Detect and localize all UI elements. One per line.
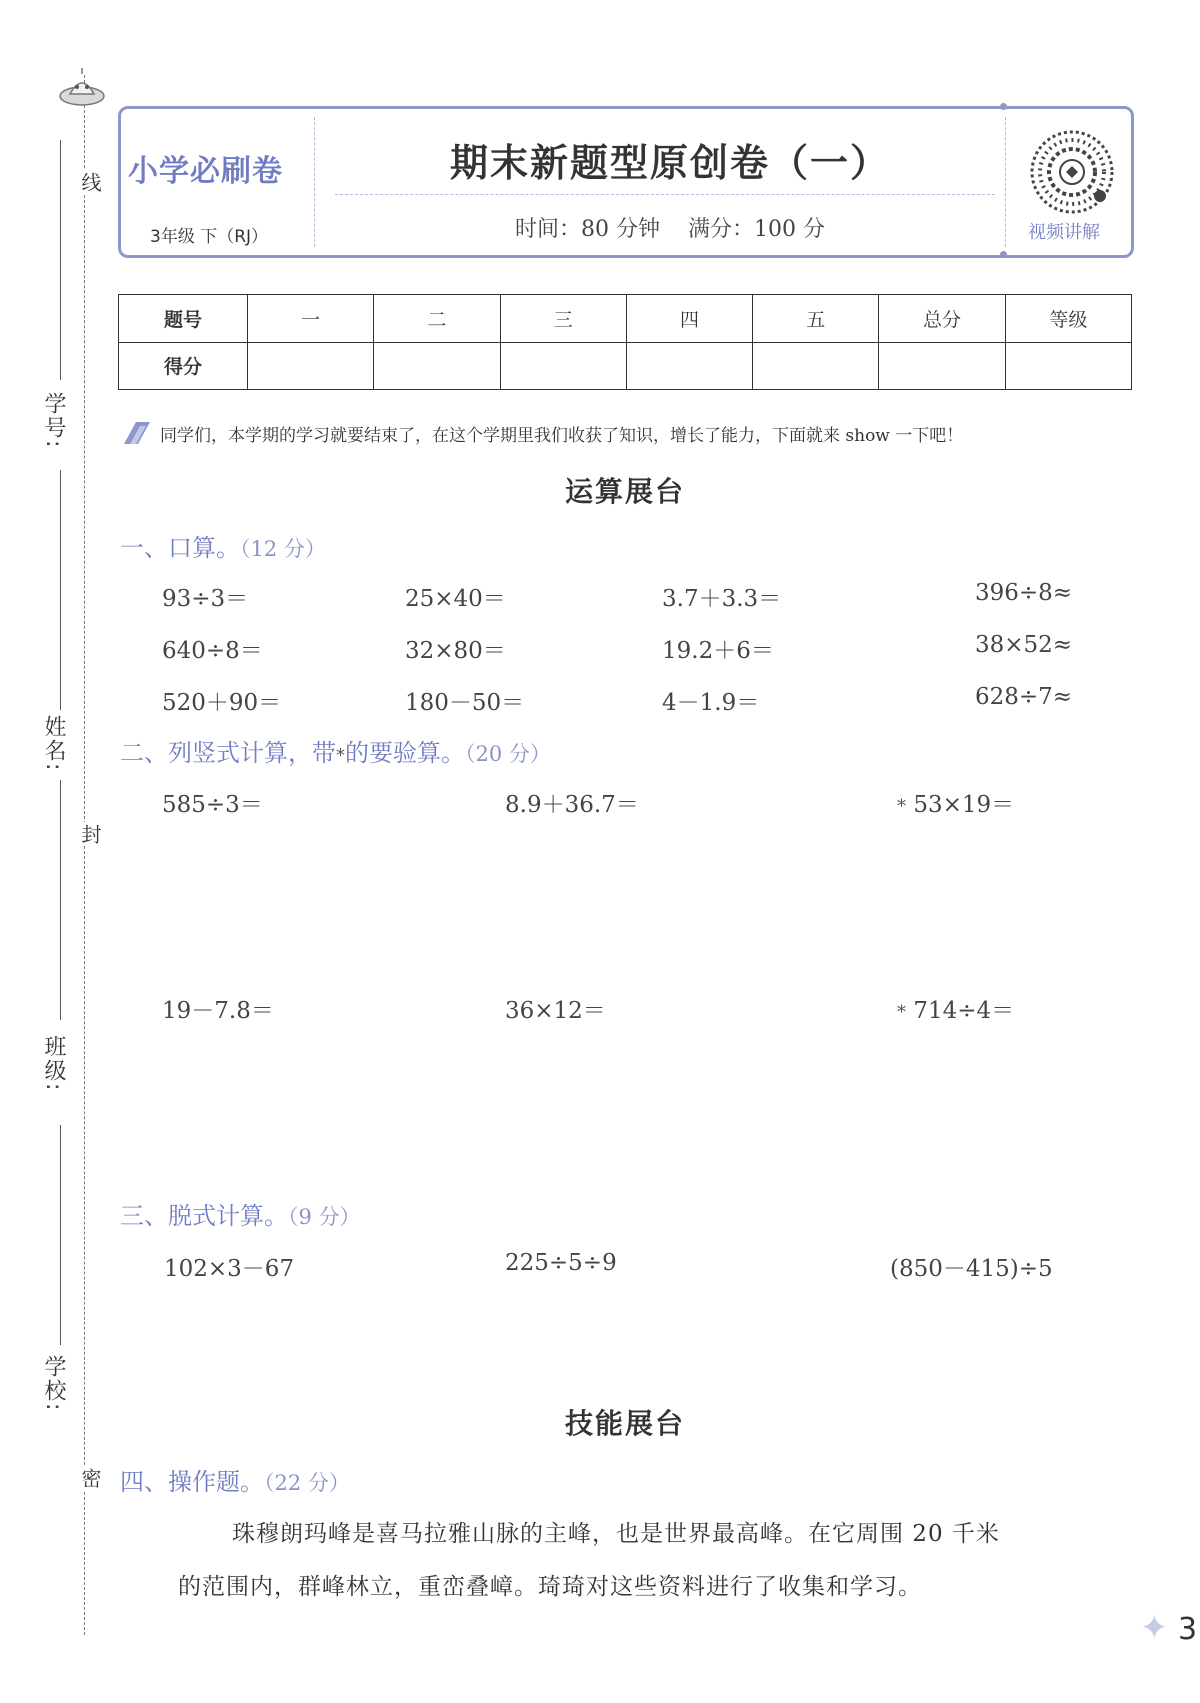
seal-seal-char: 封 xyxy=(76,822,105,846)
student-id-label: 学号: xyxy=(41,392,66,450)
step-calc-item: (850－415)÷5 xyxy=(890,1256,1053,1282)
question-4-paragraph-line-1: 珠穆朗玛峰是喜马拉雅山脉的主峰，也是世界最高峰。在它周围 20 千米 xyxy=(232,1521,1000,1547)
star-marker: * xyxy=(897,1002,906,1023)
seal-line-char: 线 xyxy=(76,170,105,194)
score-input-cell[interactable] xyxy=(1005,342,1131,390)
intro-text: 同学们，本学期的学习就要结束了，在这个学期里我们收获了知识，增长了能力，下面就来 show 一下吧！ xyxy=(160,426,964,446)
vertical-calc-item-verify xyxy=(897,992,1014,1025)
oral-calc-item: 628÷7≈ xyxy=(975,684,1073,710)
question-3-points: （9 分） xyxy=(288,1205,361,1229)
question-4-heading xyxy=(120,1462,350,1497)
table-cell: 题号 xyxy=(119,295,248,343)
question-2-title-b: 的要验算。 xyxy=(345,739,465,767)
score-input-cell[interactable] xyxy=(248,342,374,390)
table-cell: 等级 xyxy=(1005,295,1131,343)
table-cell: 五 xyxy=(753,295,879,343)
vertical-calc-item: 8.9＋36.7＝ xyxy=(505,792,639,818)
question-2-title-a: 二、列竖式计算，带 xyxy=(120,739,336,767)
name-label: 姓名: xyxy=(41,715,66,773)
step-calc-item: 225÷5÷9 xyxy=(505,1250,617,1276)
header-divider-right xyxy=(1005,117,1006,247)
question-3-title: 三、脱式计算。 xyxy=(120,1202,288,1230)
table-row xyxy=(119,295,1132,343)
score-input-cell[interactable] xyxy=(374,342,500,390)
oral-calc-item: 38×52≈ xyxy=(975,632,1073,658)
header-divider-left xyxy=(314,117,315,247)
question-1-heading xyxy=(120,528,326,563)
oral-calc-item: 25×40＝ xyxy=(405,586,506,612)
oral-calc-item: 4－1.9＝ xyxy=(662,690,760,716)
question-4-paragraph-line-2: 的范围内，群峰林立，重峦叠嶂。琦琦对这些资料进行了收集和学习。 xyxy=(178,1574,922,1600)
star-marker: * xyxy=(336,745,345,766)
vertical-calc-item-verify xyxy=(897,786,1014,819)
score-input-cell[interactable] xyxy=(879,342,1005,390)
school-label: 学校: xyxy=(41,1355,66,1413)
table-cell: 四 xyxy=(626,295,752,343)
oral-calc-item: 3.7＋3.3＝ xyxy=(662,586,782,612)
question-2-points: （20 分） xyxy=(465,742,551,766)
vertical-calc-text: 714÷4＝ xyxy=(913,998,1015,1024)
oral-calc-item: 396÷8≈ xyxy=(975,580,1073,606)
brand-logo: 小学必刷卷 xyxy=(128,154,283,189)
grade-label: 3年级 下（RJ） xyxy=(150,227,269,247)
header-dot xyxy=(1000,103,1007,110)
star-marker: * xyxy=(897,796,906,817)
binding-dashed-line xyxy=(84,75,85,1635)
table-cell: 得分 xyxy=(119,342,248,390)
score-input-cell[interactable] xyxy=(626,342,752,390)
score-input-cell[interactable] xyxy=(500,342,626,390)
question-1-title: 一、口算。 xyxy=(120,534,240,562)
section-title-skill: 技能展台 xyxy=(564,1407,685,1440)
pencil-icon xyxy=(122,418,152,448)
question-4-points: （22 分） xyxy=(264,1471,350,1495)
student-id-field[interactable] xyxy=(60,140,61,380)
question-4-title: 四、操作题。 xyxy=(120,1468,264,1496)
table-cell: 三 xyxy=(500,295,626,343)
table-row xyxy=(119,342,1132,390)
question-2-heading xyxy=(120,733,551,768)
vertical-calc-item: 585÷3＝ xyxy=(162,792,263,818)
table-cell: 二 xyxy=(374,295,500,343)
table-cell: 一 xyxy=(248,295,374,343)
vertical-calc-item: 36×12＝ xyxy=(505,998,606,1024)
question-3-heading xyxy=(120,1196,361,1231)
class-field[interactable] xyxy=(60,780,61,1020)
question-1-points: （12 分） xyxy=(240,537,326,561)
page-number: 3 xyxy=(1178,1612,1198,1647)
qr-code-icon[interactable] xyxy=(1030,130,1114,214)
vertical-calc-item: 19－7.8＝ xyxy=(162,998,274,1024)
title-divider xyxy=(335,194,995,195)
step-calc-item: 102×3－67 xyxy=(164,1256,295,1282)
score-table xyxy=(118,294,1132,390)
page-title: 期末新题型原创卷（一） xyxy=(449,140,890,185)
oral-calc-item: 180－50＝ xyxy=(405,690,525,716)
oral-calc-item: 520＋90＝ xyxy=(162,690,282,716)
class-label: 班级: xyxy=(41,1035,66,1093)
oral-calc-item: 640÷8＝ xyxy=(162,638,263,664)
oral-calc-item: 93÷3＝ xyxy=(162,586,249,612)
time-and-score-info: 时间：80 分钟 满分：100 分 xyxy=(515,217,825,242)
header-dot xyxy=(1000,251,1007,258)
school-field[interactable] xyxy=(60,1125,61,1345)
ufo-icon xyxy=(58,66,106,110)
section-title-calc: 运算展台 xyxy=(564,475,685,508)
seal-secret-char: 密 xyxy=(76,1466,105,1490)
sparkle-icon: ✦ xyxy=(1140,1608,1169,1648)
table-cell: 总分 xyxy=(879,295,1005,343)
oral-calc-item: 32×80＝ xyxy=(405,638,506,664)
vertical-calc-text: 53×19＝ xyxy=(913,792,1015,818)
score-input-cell[interactable] xyxy=(753,342,879,390)
video-explain-label[interactable]: 视频讲解 xyxy=(1028,222,1100,243)
oral-calc-item: 19.2＋6＝ xyxy=(662,638,774,664)
